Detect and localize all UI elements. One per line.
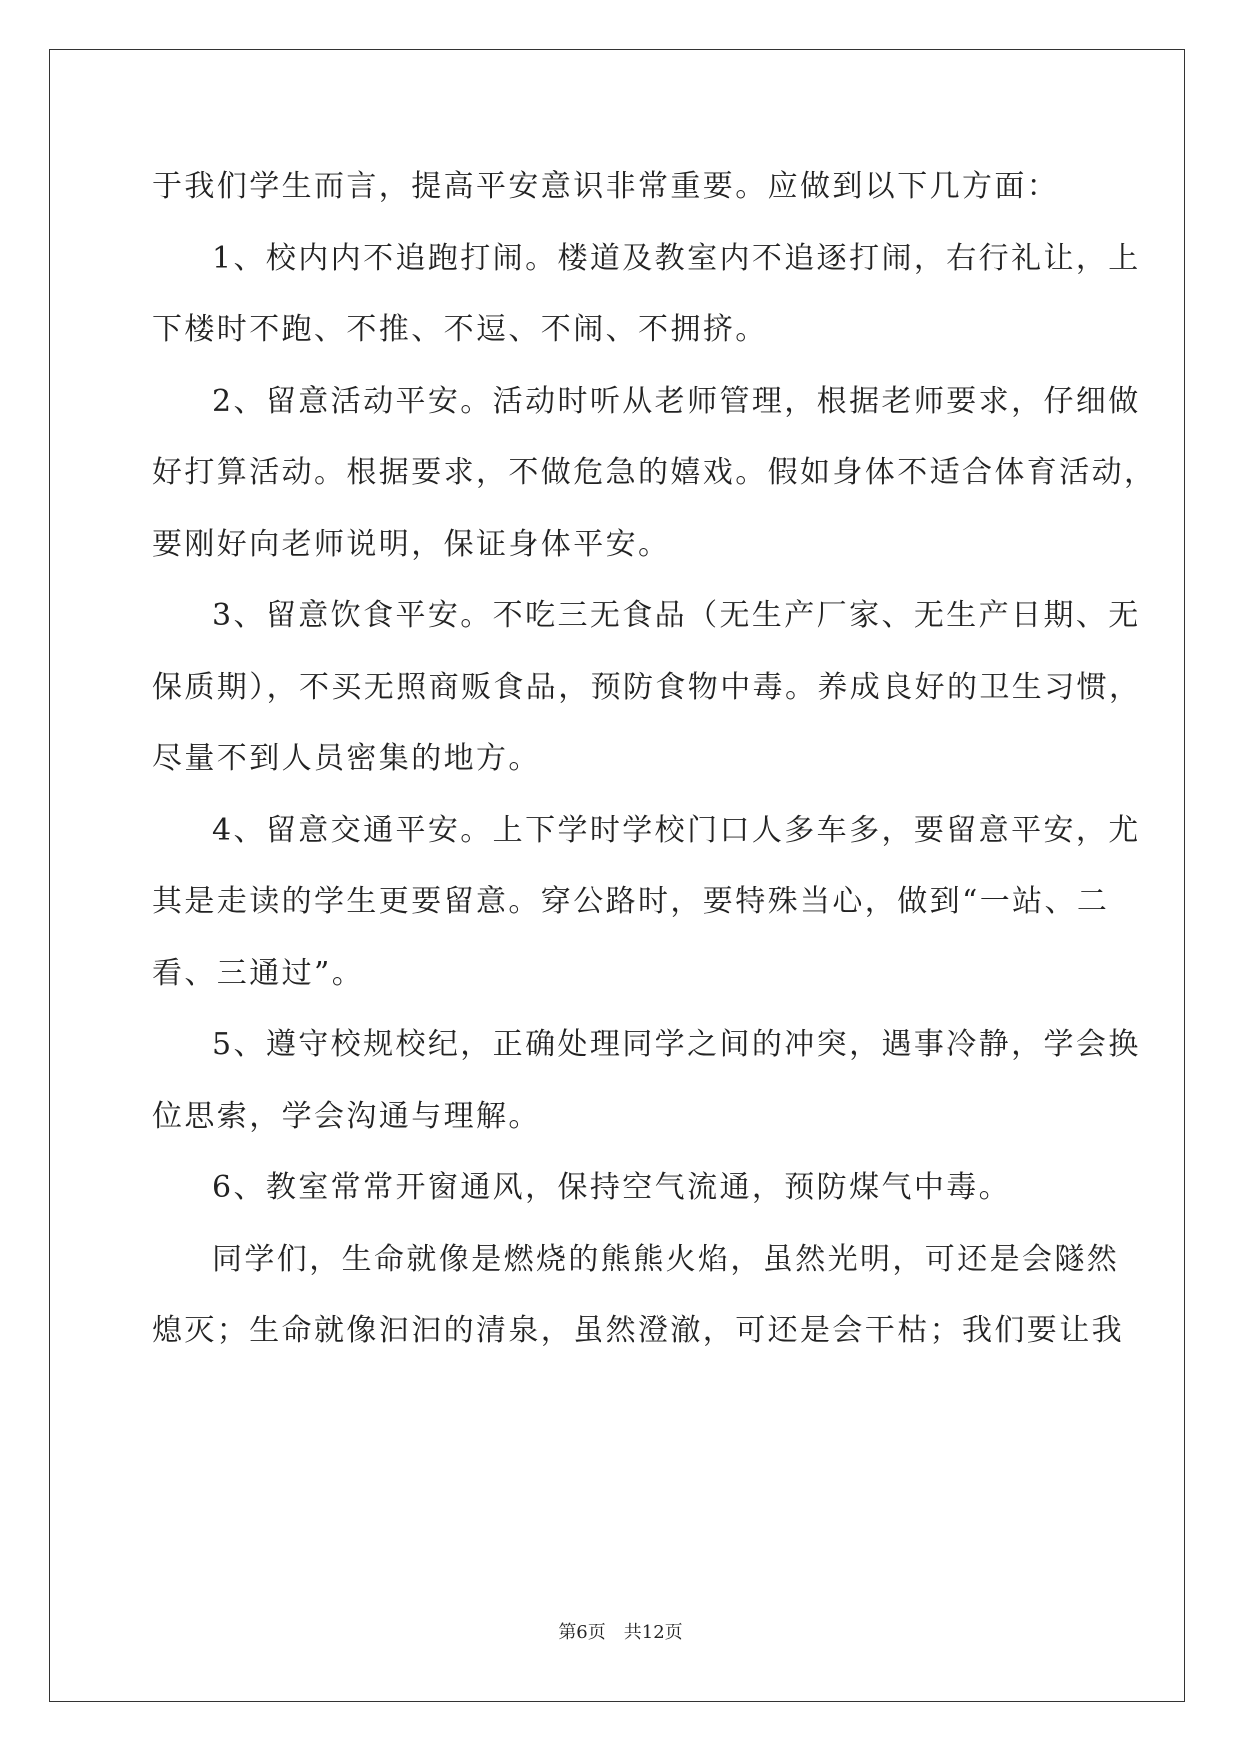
text-line-8: 保质期），不买无照商贩食品，预防食物中毒。养成良好的卫生习惯，	[152, 670, 1142, 705]
text-line-6: 要刚好向老师说明，保证身体平安。	[152, 527, 671, 562]
text-line-14: 位思索，学会沟通与理解。	[152, 1099, 541, 1134]
text-line-5: 好打算活动。根据要求，不做危急的嬉戏。假如身体不适合体育活动，	[152, 455, 1157, 490]
page-total: 共12页	[623, 1622, 683, 1643]
text-line-10: 4、留意交通平安。上下学时学校门口人多车多，要留意平安，尤	[212, 813, 1141, 848]
text-line-9: 尽量不到人员密集的地方。	[152, 741, 541, 776]
text-line-16: 同学们，生命就像是燃烧的熊熊火焰，虽然光明，可还是会隧然	[212, 1242, 1120, 1277]
text-line-15: 6、教室常常开窗通风，保持空气流通，预防煤气中毒。	[212, 1170, 1012, 1205]
page-border	[49, 49, 1185, 1702]
page-footer	[0, 1618, 1241, 1644]
text-line-4: 2、留意活动平安。活动时听从老师管理，根据老师要求，仔细做	[212, 384, 1141, 419]
page-number: 第6页	[558, 1622, 606, 1643]
text-line-2: 1、校内内不追跑打闹。楼道及教室内不追逐打闹，右行礼让，上	[212, 241, 1141, 276]
text-line-7: 3、留意饮食平安。不吃三无食品（无生产厂家、无生产日期、无	[212, 598, 1141, 633]
text-line-17: 熄灭；生命就像汩汩的清泉，虽然澄澈，可还是会干枯；我们要让我	[152, 1313, 1124, 1348]
text-line-1: 于我们学生而言，提高平安意识非常重要。应做到以下几方面：	[152, 169, 1060, 204]
text-line-12: 看、三通过”。	[152, 956, 365, 991]
text-line-13: 5、遵守校规校纪，正确处理同学之间的冲突，遇事冷静，学会换	[212, 1027, 1141, 1062]
text-line-11: 其是走读的学生更要留意。穿公路时，要特殊当心，做到“一站、二	[152, 884, 1110, 919]
text-line-3: 下楼时不跑、不推、不逗、不闹、不拥挤。	[152, 312, 768, 347]
